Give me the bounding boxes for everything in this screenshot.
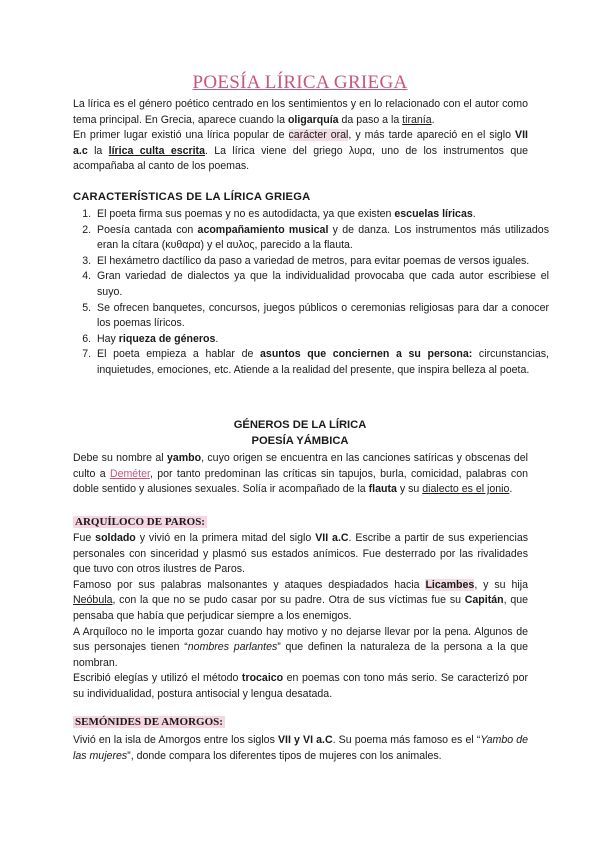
list-item: 1. El poeta firma sus poemas y no es autodidacta, ya que existen escuelas líricas. [94, 207, 549, 223]
list-item: 4. Gran variedad de dialectos ya que la individualidad provocaba que cada autor escribiese el suyo. [94, 269, 549, 300]
genres-heading [0, 418, 600, 449]
intro-section [73, 97, 528, 175]
list-item: 7. El poeta empieza a hablar de asuntos que conciernen a su persona: circunstancias, inquietudes, emociones, etc. Atiende a la realidad del presente, que inspira belleza al poeta. [94, 347, 549, 378]
characteristics-heading: CARACTERÍSTICAS DE LA LÍRICA GRIEGA [73, 191, 311, 203]
intro-paragraph-2: En primer lugar existió una lírica popular de carácter oral, y más tarde apareció en el siglo VII a.c la lírica culta escrita. La lírica viene del griego λυρα, uno de los instrumentos que acompañaba al canto de los poemas. [73, 129, 528, 173]
list-item: 2. Poesía cantada con acompañamiento musical y de danza. Los instrumentos más utilizados eran la cítara (κυθαρα) y el αυλος, parecido a la flauta. [94, 223, 549, 254]
semonides-heading: SEMÓNIDES DE AMORGOS: [75, 716, 223, 728]
intro-paragraph-1: La lírica es el género poético centrado en los sentimientos y en lo relacionado con el autor como tema principal. En Grecia, aparece cuando la oligarquía da paso a la tiranía. [73, 98, 528, 126]
archilochus-paragraph-2: Famoso por sus palabras malsonantes y ataques despiadados hacia Licambes, y su hija Neóbula, con la que no se pudo casar por su padre. Otra de sus víctimas fue su Capitán, que pensaba que había que perjudicar siempre a los enemigos. [73, 578, 528, 622]
archilochus-heading: ARQUÍLOCO DE PAROS: [75, 516, 205, 528]
archilochus-paragraph-1: Fue soldado y vivió en la primera mitad del siglo VII a.C. Escribe a partir de sus experiencias personales con sinceridad y plasmó sus estados anímicos. Fue desterrado por las rivalidades que tuvo con otros ilustres de Paros. [73, 532, 529, 576]
list-item: 6. Hay riqueza de géneros. [94, 332, 549, 348]
semonides-paragraph: Vivió en la isla de Amorgos entre los siglos VII y VI a.C. Su poema más famoso es el “Yambo de las mujeres”, donde compara los diferentes tipos de mujeres con los animales. [73, 734, 528, 762]
genres-title: GÉNEROS DE LA LÍRICA [233, 419, 367, 431]
list-item: 3. El hexámetro dactílico da paso a variedad de metros, para evitar poemas de versos iguales. [94, 254, 549, 270]
archilochus-paragraph-4: Escribió elegías y utilizó el método trocaico en poemas con tono más serio. Se caracterizó por su individualidad, postura antisocial y lengua desatada. [73, 672, 528, 700]
archilochus-paragraph-3: A Arquíloco no le importa gozar cuando hay motivo y no dejarse llevar por la pena. Algunos de sus personajes tienen “nombres parlantes” que definen la naturaleza de la persona a la que nombran. [73, 625, 528, 669]
characteristics-list [73, 207, 549, 379]
iambic-paragraph: Debe su nombre al yambo, cuyo origen se encuentra en las canciones satíricas y obscenas del culto a Deméter, por tanto predominan las críticas sin tapujos, burla, comicidad, palabras con doble sentido y alusiones sexuales. Solía ir acompañado de la flauta y su dialecto es el jonio. [73, 452, 529, 496]
archilochus-section [73, 531, 528, 703]
page-title: POESÍA LÍRICA GRIEGA [192, 72, 408, 93]
list-item: 5. Se ofrecen banquetes, concursos, juegos públicos o ceremonias religiosas para dar a conocer los poemas líricos. [94, 301, 549, 332]
iambic-poetry-title: POESÍA YÁMBICA [251, 434, 349, 447]
